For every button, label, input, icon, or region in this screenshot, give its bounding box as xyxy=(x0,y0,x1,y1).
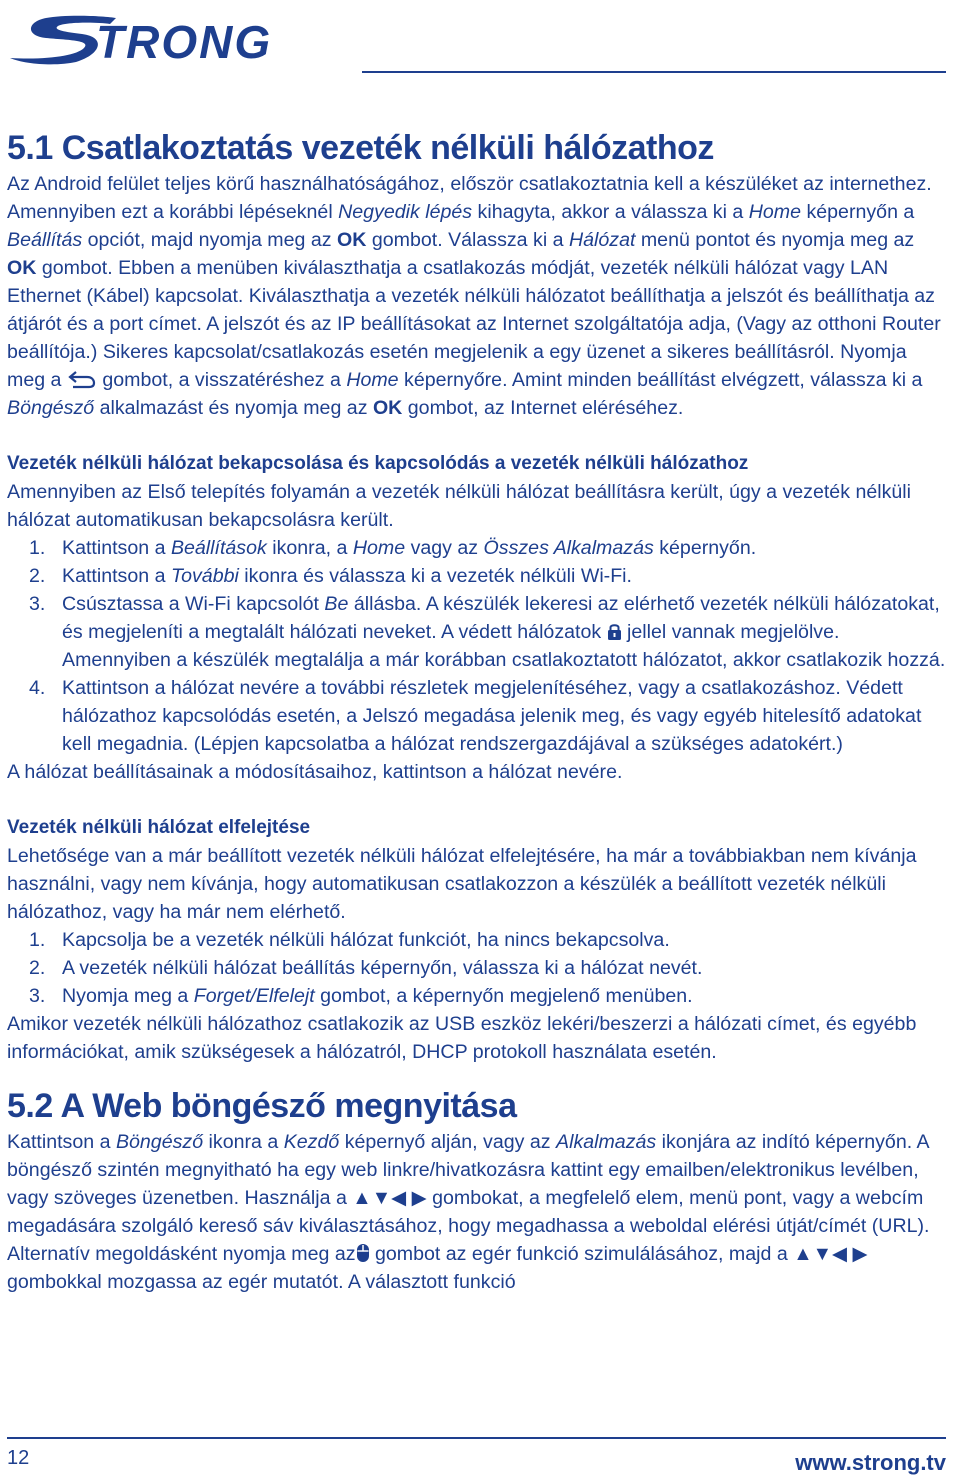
forget-heading: Vezeték nélküli hálózat elfelejtése xyxy=(7,817,311,838)
section-5-2-title: 5.2 A Web böngésző megnyitása xyxy=(7,1087,517,1125)
strong-logo xyxy=(6,10,308,66)
section-5-1-title: 5.1 Csatlakoztatás vezeték nélküli hálózathoz xyxy=(7,129,714,167)
wifi-steps xyxy=(7,534,949,758)
intro-paragraph: Az Android felület teljes körű használhatóságához, először csatlakoztatnia kell a készüléket az internethez. Amennyiben ezt a korábbi lépéseknél Negyedik lépés kihagyta, akkor a válassza ki a Home képernyőn a Beállítás opciót, majd nyomja meg az OK gombot. Válassza ki a Hálózat menü pontot és nyomja meg az OK gombot. Ebben a menüben kiválaszthatja a csatlakozás módját, vezeték nélküli hálózat vagy LAN Ethernet (Kábel) kapcsolat. Kiválaszthatja a vezeték nélküli hálózatot beállíthatja a jelszót és beállíthatja az átjárót és a port címet. A jelszót és az IP beállításokat az Internet szolgáltatója adja, (Vagy az otthoni Router beállítója.) Sikeres kapcsolat/csatlakozás esetén megjelenik a egy üzenet a sikeres beállításról. Nyomja meg a gombot, a visszatéréshez a Home képernyőre. Amint minden beállítást elvégzett, válassza ki a Böngésző alkalmazást és nyomja meg az OK gombot, az Internet eléréséhez. xyxy=(7,173,941,419)
wifi-closing: A hálózat beállításainak a módosításaihoz, kattintson a hálózat nevére. xyxy=(7,761,623,783)
list-item: 2. A vezeték nélküli hálózat beállítás képernyőn, válassza ki a hálózat nevét. xyxy=(29,957,703,979)
list-item: 1. Kapcsolja be a vezeték nélküli hálózat funkciót, ha nincs bekapcsolva. xyxy=(29,929,670,951)
back-icon xyxy=(67,369,97,389)
header-rule xyxy=(362,71,946,73)
page-number: 12 xyxy=(7,1447,30,1469)
browser-paragraph: Kattintson a Böngésző ikonra a Kezdő képernyő alján, vagy az Alkalmazás ikonjára az indító képernyőn. A böngésző szintén megnyitható ha egy web linkre/hivatkozásra kattint egy emailben/elektronikus levélben, vagy szöveges üzenetben. Használja a ▲▼◀ ▶ gombokat, a megfelelő elem, menü pont, vagy a webcím megadására szolgáló kereső sáv kiválasztásához, hogy megadhassa a weboldal elérési útját/címét (URL). Alternatív megoldásként nyomja meg az gombot az egér funkció szimulálásához, majd a ▲▼◀ ▶ gombokkal mozgassa az egér mutatót. A választott funkció xyxy=(7,1131,930,1293)
footer-rule xyxy=(7,1437,946,1439)
wifi-paragraph: Amennyiben az Első telepítés folyamán a vezeték nélküli hálózat beállításra került, úgy a vezeték nélküli hálózat automatikusan bekapcsolásra került. xyxy=(7,481,911,531)
list-item: 3. Csúsztassa a Wi-Fi kapcsolót Be állásba. A készülék lekeresi az elérhető vezeték nélküli hálózatokat, és megjeleníti a megtalált hálózati neveket. A védett hálózatok jellel vannak megjelölve. Amennyiben a készülék megtalálja a már korábban csatlakoztatott hálózatot, akkor csatlakozik hozzá. xyxy=(29,593,946,671)
list-item: 2. Kattintson a További ikonra és válassza ki a vezeték nélküli Wi-Fi. xyxy=(29,565,632,587)
list-item: 3. Nyomja meg a Forget/Elfelejt gombot, a képernyőn megjelenő menüben. xyxy=(29,985,693,1007)
arrow-keys-icon: ▲▼◀ ▶ xyxy=(352,1187,427,1209)
website-link[interactable]: www.strong.tv xyxy=(795,1450,946,1475)
forget-paragraph: Lehetősége van a már beállított vezeték nélküli hálózat elfelejtésére, ha már a továbbiakban nem kívánja használni, vagy nem kívánja, hogy automatikusan csatlakozzon a készülék a beállított vezeték nélküli hálózathoz, vagy ha már nem elérhető. xyxy=(7,845,917,923)
list-item: 4. Kattintson a hálózat nevére a további részletek megjelenítéséhez, vagy a csatlakozáshoz. Védett hálózathoz kapcsolódás esetén, a Jelszó megadása jelenik meg, és vagy egyéb hitelesítő adatokat kell megadnia. (Lépjen kapcsolatba a hálózat rendszergazdájával a szükséges adatokért.) xyxy=(29,677,922,755)
lock-icon xyxy=(607,622,622,641)
forget-closing: Amikor vezeték nélküli hálózathoz csatlakozik az USB eszköz lekéri/beszerzi a hálózati címet, és egyébb információkat, amik szükségesek a hálózatról, DHCP protokoll használata esetén. xyxy=(7,1013,917,1063)
mouse-icon xyxy=(356,1243,370,1263)
list-item: 1. Kattintson a Beállítások ikonra, a Home vagy az Összes Alkalmazás képernyőn. xyxy=(29,537,757,559)
forget-steps xyxy=(7,926,949,1010)
wifi-heading: Vezeték nélküli hálózat bekapcsolása és kapcsolódás a vezeték nélküli hálózathoz xyxy=(7,453,749,474)
arrow-keys-icon: ▲▼◀ ▶ xyxy=(793,1243,868,1265)
svg-text:TRONG: TRONG xyxy=(96,16,273,66)
page-content xyxy=(7,126,949,1296)
